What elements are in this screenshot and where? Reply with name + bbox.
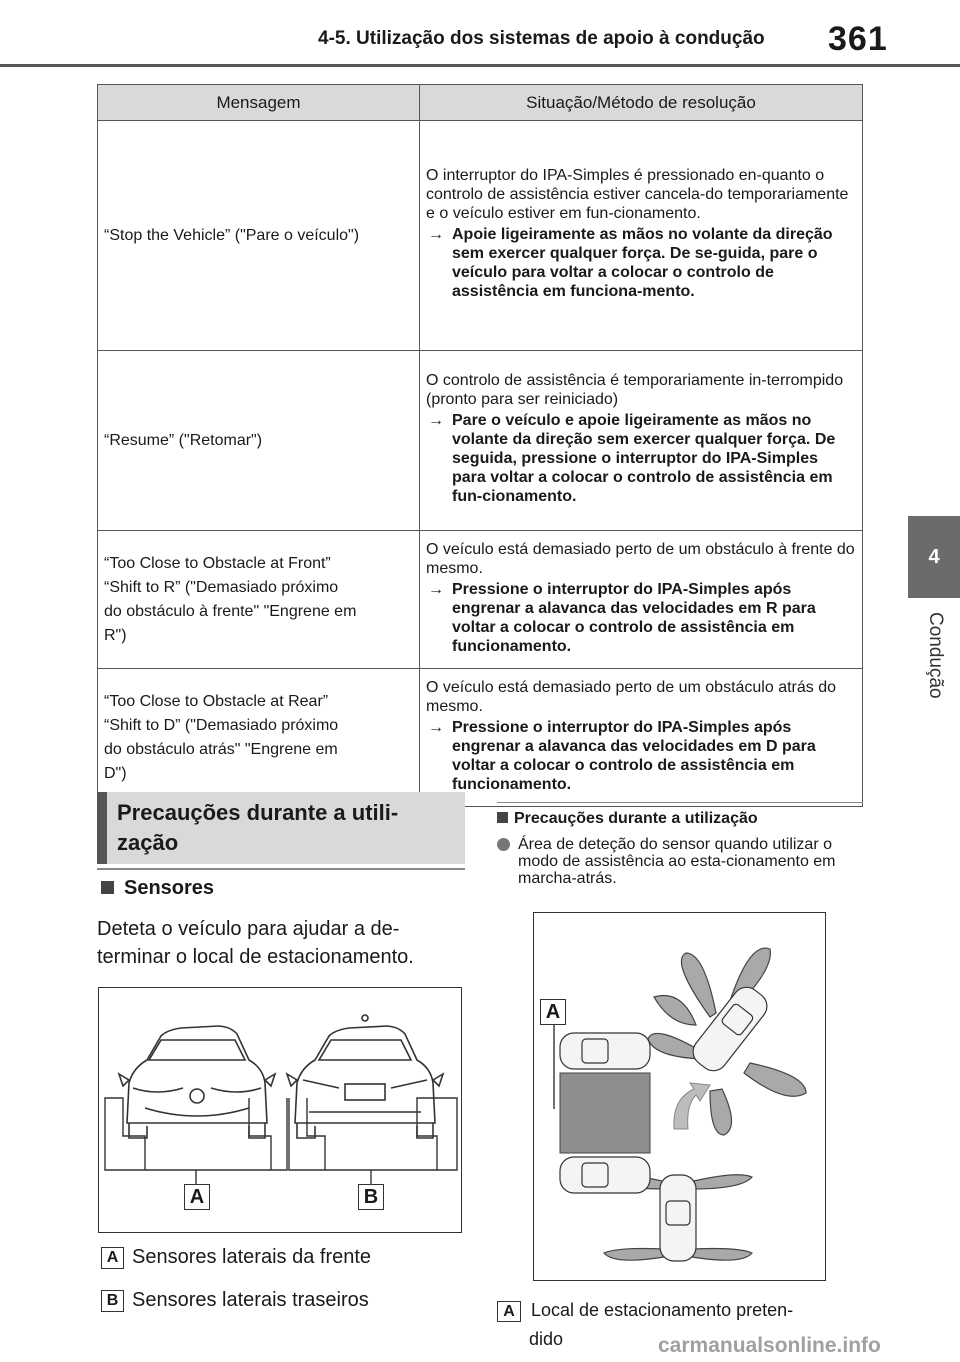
- bullet-dot-icon: [497, 838, 510, 851]
- paragraph-line: terminar o local de estacionamento.: [97, 946, 414, 968]
- action-item: [426, 718, 856, 794]
- message-cell: [98, 121, 420, 351]
- section-heading-line: zação: [117, 830, 179, 855]
- legend-letter-b: B: [101, 1290, 124, 1312]
- subheading-text: Sensores: [124, 877, 215, 899]
- message-table: [97, 84, 863, 807]
- table-header-row: [98, 85, 863, 121]
- square-bullet-icon: [497, 812, 508, 823]
- car-front-rear-illustration: [99, 988, 461, 1232]
- subheading-text: Precauções durante a utilização: [514, 810, 758, 827]
- action-text: Pressione o interruptor do IPA-Simples após engrenar a alavanca das velocidades em D para voltar a colocar o controlo de assistência em funcionamento.: [452, 718, 816, 793]
- legend-text-line: dido: [529, 1329, 564, 1349]
- situation-text: O interruptor do IPA-Simples é pressionado en-quanto o controlo de assistência estiver cancela-do temporariamente e o veículo estiver em fun-cionamento.: [426, 167, 849, 222]
- subheading-precautions: [497, 810, 758, 828]
- chapter-label: Condução: [925, 612, 946, 699]
- section-title: 4-5. Utilização dos sistemas de apoio à condução: [318, 28, 765, 49]
- legend-letter-a: A: [497, 1301, 521, 1322]
- watermark: carmanualsonline.info: [658, 1334, 881, 1357]
- figure-label-a: A: [540, 999, 566, 1025]
- figure-label-a: A: [184, 1184, 210, 1210]
- section-heading-line: Precauções durante a utili-: [117, 800, 399, 825]
- paragraph: [97, 915, 472, 971]
- action-item: [426, 225, 856, 301]
- table-row: [98, 669, 863, 807]
- message-cell: [98, 531, 420, 669]
- message-line: “Shift to D” ("Demasiado próximo: [104, 716, 339, 734]
- situation-text: O veículo está demasiado perto de um obstáculo atrás do mesmo.: [426, 678, 837, 715]
- situation-cell: [420, 531, 863, 669]
- action-text: Pressione o interruptor do IPA-Simples após engrenar a alavanca das velocidades em R para voltar a colocar o controlo de assistência em funcionamento.: [452, 580, 816, 655]
- situation-cell: [420, 351, 863, 531]
- action-item: [426, 411, 856, 506]
- chapter-tab[interactable]: 4: [908, 516, 960, 598]
- situation-cell: [420, 669, 863, 807]
- sensor-figure: [98, 987, 462, 1233]
- message-line: do obstáculo à frente" "Engrene em: [104, 602, 357, 620]
- header-situation: Situação/Método de resolução: [420, 85, 863, 121]
- bullet-item: [497, 836, 867, 887]
- subheading-divider: [497, 802, 863, 803]
- legend-item-a: [101, 1246, 371, 1269]
- legend-text-a: Sensores laterais da frente: [132, 1246, 372, 1268]
- arrow-icon: →: [428, 226, 444, 243]
- square-bullet-icon: [101, 881, 114, 894]
- message-line: do obstáculo atrás" "Engrene em: [104, 740, 338, 758]
- legend-item-b: [101, 1289, 369, 1312]
- section-divider: [97, 868, 465, 870]
- legend-letter-a: A: [101, 1247, 124, 1269]
- message-line: “Stop the Vehicle” ("Pare o veículo"): [104, 226, 360, 244]
- legend-text-b: Sensores laterais traseiros: [132, 1289, 369, 1311]
- bullet-text: Área de deteção do sensor quando utilizar o modo de assistência ao esta-cionamento em marcha-atrás.: [518, 836, 836, 887]
- message-line: R"): [104, 626, 127, 644]
- parking-detection-diagram: [534, 913, 825, 1280]
- message-cell: [98, 351, 420, 531]
- legend-text-line: Local de estacionamento preten-: [531, 1300, 794, 1320]
- situation-text: O controlo de assistência é temporariamente in-terrompido (pronto para ser reiniciado): [426, 372, 844, 408]
- section-heading-box: [97, 792, 465, 864]
- paragraph-line: Deteta o veículo para ajudar a de-: [97, 918, 400, 940]
- action-text: Apoie ligeiramente as mãos no volante da direção sem exercer qualquer força. De se-guida, pare o veículo para voltar a colocar o controlo de assistência em funciona-mento.: [452, 226, 833, 300]
- header-message: Mensagem: [98, 85, 420, 121]
- table-row: [98, 121, 863, 351]
- header-rule: [0, 64, 960, 67]
- parking-figure: [533, 912, 826, 1281]
- arrow-icon: →: [428, 412, 444, 429]
- message-cell: [98, 669, 420, 807]
- arrow-icon: →: [428, 580, 444, 598]
- figure-label-b: B: [358, 1184, 384, 1210]
- page-number: 361: [828, 20, 888, 58]
- table-row: [98, 531, 863, 669]
- message-line: “Too Close to Obstacle at Front”: [104, 554, 331, 572]
- message-line: “Shift to R” ("Demasiado próximo: [104, 578, 339, 596]
- situation-cell: [420, 121, 863, 351]
- action-item: [426, 580, 856, 656]
- message-line: D"): [104, 764, 127, 782]
- table-row: [98, 351, 863, 531]
- action-text: Pare o veículo e apoie ligeiramente as mãos no volante da direção sem exercer qualquer força. De seguida, pressione o interruptor do IPA-Simples para voltar a colocar o controlo de assistência em fun-cionamento.: [452, 412, 836, 505]
- subheading-sensors: [97, 877, 214, 900]
- message-line: “Too Close to Obstacle at Rear”: [104, 692, 329, 710]
- arrow-icon: →: [428, 718, 444, 736]
- message-line: “Resume” ("Retomar"): [104, 431, 263, 449]
- situation-text: O veículo está demasiado perto de um obstáculo à frente do mesmo.: [426, 540, 855, 577]
